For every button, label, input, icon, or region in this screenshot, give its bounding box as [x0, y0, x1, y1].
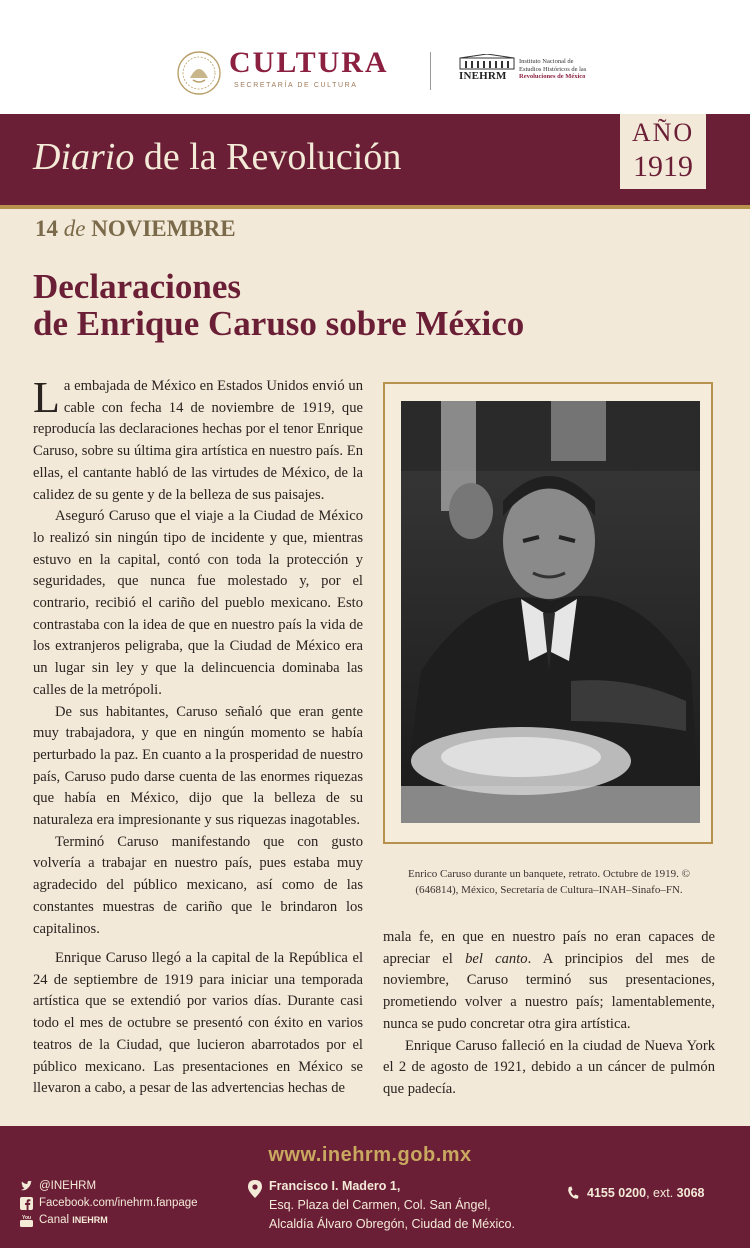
year-badge [620, 114, 706, 189]
paragraph: La embajada de México en Estados Unidos envió un cable con fecha 14 de noviembre de 1919, que reproducía las declaraciones hechas por el tenor Enrique Caruso, sobre su última gira artística en nuestro país. En ellas, el cantante habló de las virtudes de México, de la calidez de su gente y de la belleza de sus paisajes. [33, 373, 363, 503]
mexico-seal-icon [176, 50, 222, 96]
logo-divider [430, 52, 431, 90]
gold-divider [0, 205, 750, 209]
photo-caption: Enrico Caruso durante un banquete, retrato. Octubre de 1919. © (646814), México, Secretaría de Cultura–INAH–Sinafo–FN. [407, 868, 691, 896]
cultura-subtitle: SECRETARÍA DE CULTURA [234, 82, 358, 89]
paragraph: Enrique Caruso llegó a la capital de la República el 24 de septiembre de 1919 para iniciar una temporada artística que se extendió por varios días. Durante casi todo el mes de octubre se presentó con éxito en varios teatros de la Ciudad, que lucieron abarrotados por el público mexicano. Las presentaciones en México se llevaron a cabo, a pesar de las advertencias hechas de [33, 950, 363, 1097]
twitter-link[interactable]: @INEHRM [20, 1178, 198, 1195]
series-title: Diario de la Revolución [33, 136, 402, 178]
youtube-link[interactable]: You Canal INEHRM [22, 1214, 108, 1226]
inehrm-logo: INEHRM [459, 70, 507, 82]
facebook-link[interactable]: Facebook.com/inehrm.fanpage [20, 1195, 198, 1212]
article-column-left-bottom [33, 948, 363, 1100]
inehrm-building-icon [458, 54, 516, 70]
paragraph: Enrique Caruso falleció en la ciudad de Nueva York el 2 de agosto de 1921, debido a un cáncer de pulmón que padecía. [383, 1037, 715, 1097]
paragraph: De sus habitantes, Caruso señaló que eran gente muy trabajadora, y que en ningún momento se había perturbado la paz. En cuanto a la prosperidad de nuestro país, Caruso pudo darse cuenta de las enormes riquezas que había en México, dijo que la belleza de su naturaleza era impresionante y sus riquezas inagotables. [33, 703, 363, 829]
location-pin-icon [248, 1180, 262, 1198]
facebook-icon [20, 1197, 33, 1210]
social-links [20, 1178, 198, 1229]
paragraph: Terminó Caruso manifestando que con gusto volvería a trabajar en nuestro país, pues estaba muy agradecido del público mexicano, así como de las constantes muestras de cariño que le brindaron los capitalinos. [33, 833, 363, 937]
paragraph: Aseguró Caruso que el viaje a la Ciudad de México lo realizó sin ningún tipo de incidente y que, mientras estuvo en la capital, contó con toda la protección y seguridades, que nunca fue molestado y, por el contrario, recibió el cariño del pueblo mexicano. Esto contrastaba con la idea de que en nuestro país la vida de los extranjeros peligraba, que la Ciudad de México era un lugar sin ley y que la delincuencia dominaba las calles de la metrópoli. [33, 508, 363, 698]
article-column-right [383, 927, 715, 1101]
inehrm-fullname: Instituto Nacional de Estudios Históricos de las Revoluciones de México [519, 58, 587, 80]
phone-icon [567, 1186, 579, 1200]
year-value: 1919 [633, 150, 693, 183]
caruso-portrait-photo [401, 401, 700, 823]
cultura-logo: CULTURA [229, 46, 389, 79]
phone-contact[interactable]: 4155 0200 , ext. 3068 [567, 1186, 704, 1200]
website-link[interactable]: www.inehrm.gob.mx [268, 1144, 472, 1166]
article-date: 14 de NOVIEMBRE [35, 216, 236, 241]
youtube-icon [20, 1214, 33, 1227]
paragraph: mala fe, en que en nuestro país no eran capaces de apreciar el bel canto. A principios del mes de noviembre, Caruso terminó sus presentaciones, prometiendo volver a nuestro país; lamentablemente, nunca se pudo concretar otra gira artística. [383, 929, 715, 1032]
article-headline: Declaraciones de Enrique Caruso sobre México [33, 267, 525, 343]
twitter-icon [20, 1180, 33, 1193]
drop-cap: L [33, 373, 60, 422]
address: Francisco I. Madero 1, Esq. Plaza del Carmen, Col. San Ángel, Alcaldía Álvaro Obregón, Ciudad de México. [269, 1179, 515, 1231]
year-label: AÑO [631, 118, 695, 147]
svg-text:You: You [22, 1215, 32, 1221]
article-column-left [33, 373, 363, 940]
